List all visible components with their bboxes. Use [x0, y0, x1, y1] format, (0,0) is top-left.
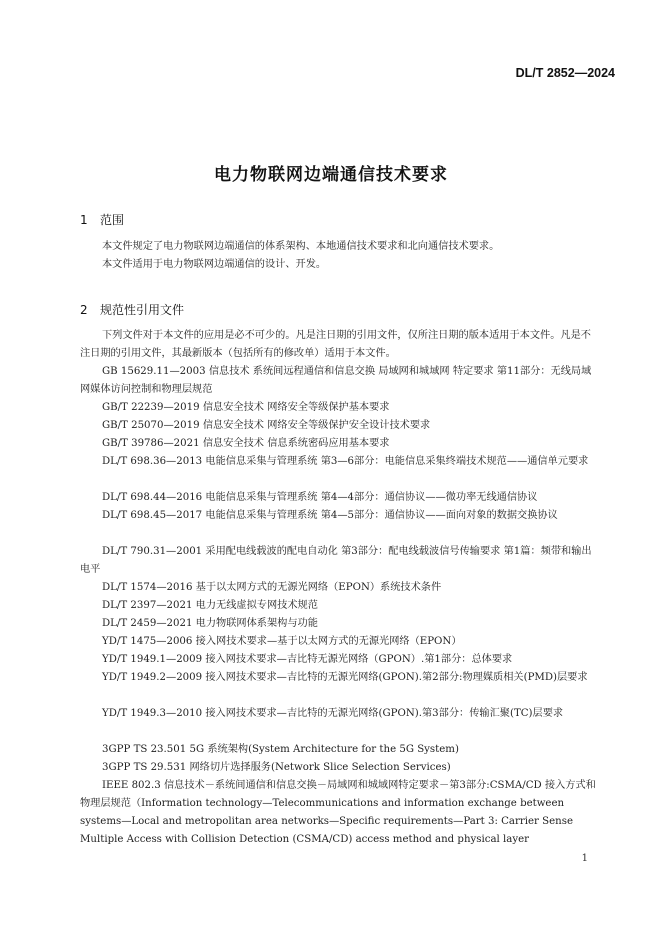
reference-item: YD/T 1475—2006 接入网技术要求—基于以太网方式的无源光网络（EPON） — [102, 636, 462, 647]
reference-item: GB 15629.11—2003 信息技术 系统间远程通信和信息交换 局域网和城域网 特定要求 第11部分：无线局域网媒体访问控制和物理层规范 — [80, 366, 592, 395]
section-1-heading — [80, 211, 124, 228]
reference-item: DL/T 698.36—2013 电能信息采集与管理系统 第3—6部分：电能信息采集终端技术规范——通信单元要求 — [102, 456, 589, 467]
page-number: 1 — [581, 853, 588, 864]
reference-item: IEEE 802.3 信息技术－系统间通信和信息交换－局域网和城域网特定要求－第3部分:CSMA/CD 接入方式和物理层规范（Information technology—Telecommunications and information exchange between systems—Local and metropolitan area networks—Specific requirements—Part 3: Carrier Sense Multiple Access with Collision Detection (CSMA/CD) access method and physical layer — [80, 780, 596, 845]
section-1-number: 1 — [80, 213, 88, 227]
reference-item: DL/T 698.44—2016 电能信息采集与管理系统 第4—4部分：通信协议——微功率无线通信协议 — [102, 492, 538, 503]
scope-paragraph-2: 本文件适用于电力物联网边端通信的设计、开发。 — [102, 259, 327, 270]
reference-item: GB/T 39786—2021 信息安全技术 信息系统密码应用基本要求 — [102, 438, 390, 449]
document-title: 电力物联网边端通信技术要求 — [214, 165, 448, 185]
reference-item: 3GPP TS 23.501 5G 系统架构(System Architecture for the 5G System) — [102, 744, 459, 755]
reference-item: DL/T 2397—2021 电力无线虚拟专网技术规范 — [102, 600, 318, 611]
reference-item: YD/T 1949.2—2009 接入网技术要求—吉比特的无源光网络(GPON).第2部分:物理媒质相关(PMD)层要求 — [102, 672, 588, 683]
section-2-number: 2 — [80, 303, 88, 317]
standard-code: DL/T 2852—2024 — [515, 66, 615, 80]
reference-item: DL/T 2459—2021 电力物联网体系架构与功能 — [102, 618, 318, 629]
reference-item: DL/T 790.31—2001 采用配电线载波的配电自动化 第3部分：配电线载波信号传输要求 第1篇：频带和输出电平 — [80, 546, 592, 575]
reference-item: 3GPP TS 29.531 网络切片选择服务(Network Slice Selection Services) — [102, 762, 451, 773]
section-2-heading — [80, 301, 184, 318]
reference-item: GB/T 25070—2019 信息安全技术 网络安全等级保护安全设计技术要求 — [102, 420, 431, 431]
scope-paragraph-1: 本文件规定了电力物联网边端通信的体系架构、本地通信技术要求和北向通信技术要求。 — [102, 241, 500, 252]
reference-item: GB/T 22239—2019 信息安全技术 网络安全等级保护基本要求 — [102, 402, 390, 413]
section-2-title: 规范性引用文件 — [100, 303, 185, 317]
references-intro: 下列文件对于本文件的应用是必不可少的。凡是注日期的引用文件，仅所注日期的版本适用于本文件。凡是不注日期的引用文件，其最新版本（包括所有的修改单）适用于本文件。 — [80, 330, 591, 359]
reference-item: DL/T 1574—2016 基于以太网方式的无源光网络（EPON）系统技术条件 — [102, 582, 442, 593]
reference-item: YD/T 1949.3—2010 接入网技术要求—吉比特的无源光网络(GPON).第3部分：传输汇聚(TC)层要求 — [102, 708, 564, 719]
reference-item: DL/T 698.45—2017 电能信息采集与管理系统 第4—5部分：通信协议——面向对象的数据交换协议 — [102, 510, 558, 521]
reference-item: YD/T 1949.1—2009 接入网技术要求—吉比特无源光网络（GPON）.第1部分：总体要求 — [102, 654, 513, 665]
section-1-title: 范围 — [100, 213, 125, 227]
